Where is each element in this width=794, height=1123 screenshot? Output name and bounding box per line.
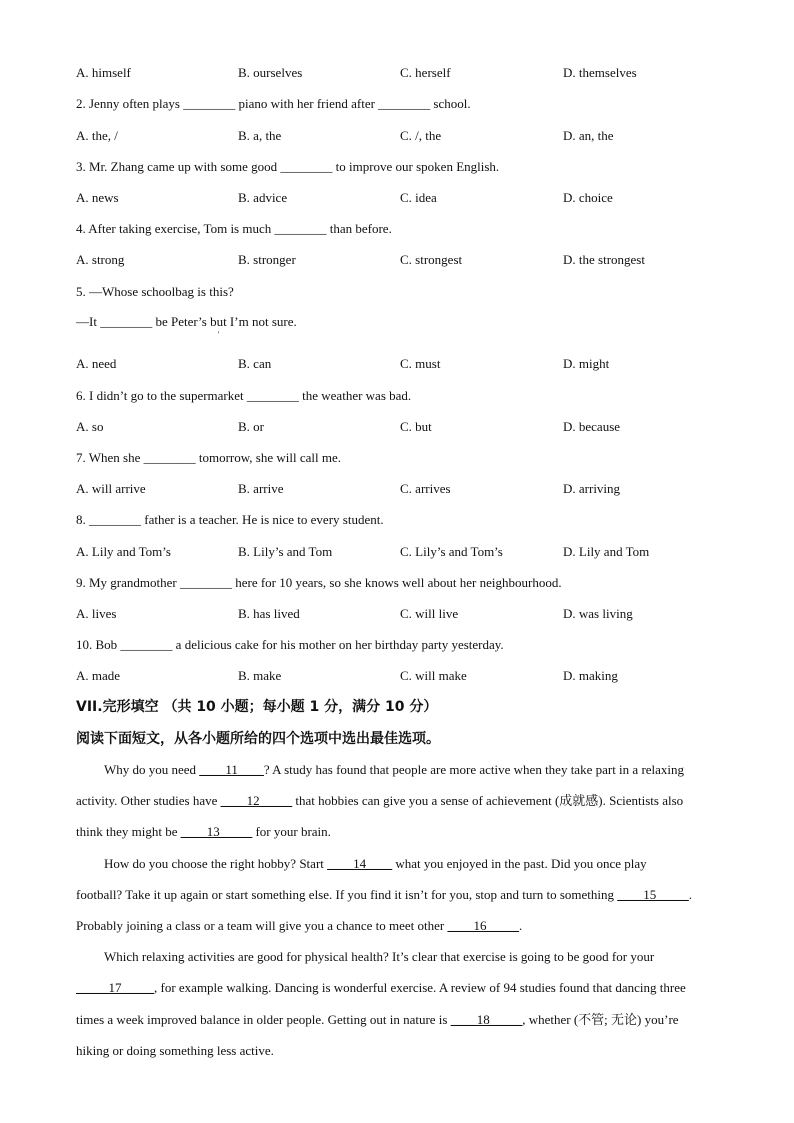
passage-text: ? A study has found that people are more active when they take part in a relaxing	[263, 762, 685, 777]
blank-15[interactable]: ____15_____	[617, 887, 689, 902]
q4-option-a[interactable]: A. strong	[76, 252, 125, 267]
q9-stem: 9. My grandmother ________ here for 10 years, so she knows well about her neighbourhood.	[76, 575, 562, 590]
q8-stem: 8. ________ father is a teacher. He is nice to every student.	[76, 512, 384, 527]
q3-option-b[interactable]: B. advice	[238, 190, 288, 205]
blank-18[interactable]: ____18_____	[450, 1012, 523, 1027]
passage-line	[76, 793, 683, 809]
q3-option-a[interactable]: A. news	[76, 190, 119, 205]
blank-12[interactable]: ____12_____	[220, 793, 293, 808]
passage-text: for your brain.	[252, 824, 331, 839]
q10-option-a[interactable]: A. made	[76, 668, 121, 683]
q10-option-c[interactable]: C. will make	[400, 668, 467, 683]
q7-option-a[interactable]: A. will arrive	[76, 481, 146, 496]
q5-option-c[interactable]: C. must	[400, 356, 441, 371]
blank-13[interactable]: ____13_____	[180, 824, 253, 839]
passage-text: , whether (不管; 无论) you’re	[522, 1012, 679, 1027]
q5-option-b[interactable]: B. can	[238, 356, 272, 371]
q7-stem: 7. When she ________ tomorrow, she will call me.	[76, 450, 342, 465]
passage-line	[76, 980, 686, 996]
blank-14[interactable]: ____14____	[327, 856, 393, 871]
q4-stem: 4. After taking exercise, Tom is much ________ than before.	[76, 221, 392, 236]
blank-17[interactable]: _____17_____	[76, 980, 154, 995]
passage-text: .	[688, 887, 693, 902]
passage-line	[76, 918, 522, 934]
passage-text: that hobbies can give you a sense of achievement (成就感). Scientists also	[292, 793, 684, 808]
q7-option-b[interactable]: B. arrive	[238, 481, 284, 496]
q5-stem: 5. —Whose schoolbag is this?	[76, 284, 234, 299]
q9-option-d[interactable]: D. was living	[563, 606, 633, 621]
passage-text: , for example walking. Dancing is wonderful exercise. A review of 94 studies found that dancing three	[154, 980, 686, 995]
q6-option-b[interactable]: B. or	[238, 419, 264, 434]
passage-text: activity. Other studies have	[76, 793, 221, 808]
q8-option-b[interactable]: B. Lily’s and Tom	[238, 544, 333, 559]
q3-stem: 3. Mr. Zhang came up with some good ________ to improve our spoken English.	[76, 159, 500, 174]
passage-text: How do you choose the right hobby? Start	[104, 856, 328, 871]
passage-text: Why do you need	[104, 762, 200, 777]
passage-text: football? Take it up again or start something else. If you find it isn’t for you, stop and turn to something	[76, 887, 618, 902]
q2-option-a[interactable]: A. the, /	[76, 128, 118, 143]
q9-option-a[interactable]: A. lives	[76, 606, 117, 621]
q1-option-c[interactable]: C. herself	[400, 65, 451, 80]
q8-option-a[interactable]: A. Lily and Tom’s	[76, 544, 171, 559]
q5-stem-reply: —It ________ be Peter’s but I’m not sure.	[76, 314, 297, 329]
passage-text: .	[518, 918, 523, 933]
section-heading: VII.完形填空 （共 10 小题；每小题 1 分，满分 10 分）	[76, 699, 438, 715]
q10-stem: 10. Bob ________ a delicious cake for his mother on her birthday party yesterday.	[76, 637, 504, 652]
passage-line: Which relaxing activities are good for physical health? It’s clear that exercise is going to be good for your	[104, 949, 655, 964]
passage-text: times a week improved balance in older people. Getting out in nature is	[76, 1012, 451, 1027]
passage-line	[76, 824, 331, 840]
q9-option-c[interactable]: C. will live	[400, 606, 459, 621]
q4-option-b[interactable]: B. stronger	[238, 252, 296, 267]
q3-option-d[interactable]: D. choice	[563, 190, 613, 205]
section-instruction: 阅读下面短文，从各小题所给的四个选项中选出最佳选项。	[76, 731, 440, 747]
blank-11[interactable]: ____11____	[199, 762, 264, 777]
q9-option-b[interactable]: B. has lived	[238, 606, 300, 621]
q2-option-d[interactable]: D. an, the	[563, 128, 614, 143]
q3-option-c[interactable]: C. idea	[400, 190, 437, 205]
passage-line	[76, 1012, 679, 1028]
q1-option-b[interactable]: B. ourselves	[238, 65, 303, 80]
q5-option-a[interactable]: A. need	[76, 356, 117, 371]
passage-line	[104, 856, 647, 872]
q6-option-d[interactable]: D. because	[563, 419, 621, 434]
q8-option-d[interactable]: D. Lily and Tom	[563, 544, 650, 559]
q4-option-d[interactable]: D. the strongest	[563, 252, 645, 267]
q1-option-d[interactable]: D. themselves	[563, 65, 637, 80]
q8-option-c[interactable]: C. Lily’s and Tom’s	[400, 544, 503, 559]
stray-mark: '	[218, 330, 220, 339]
q7-option-c[interactable]: C. arrives	[400, 481, 451, 496]
q5-option-d[interactable]: D. might	[563, 356, 610, 371]
q1-option-a[interactable]: A. himself	[76, 65, 131, 80]
passage-line	[104, 762, 684, 778]
q2-option-c[interactable]: C. /, the	[400, 128, 442, 143]
q4-option-c[interactable]: C. strongest	[400, 252, 463, 267]
passage-text: think they might be	[76, 824, 181, 839]
blank-16[interactable]: ____16_____	[447, 918, 519, 933]
q10-option-b[interactable]: B. make	[238, 668, 282, 683]
q6-stem: 6. I didn’t go to the supermarket ________ the weather was bad.	[76, 388, 412, 403]
q2-option-b[interactable]: B. a, the	[238, 128, 282, 143]
q7-option-d[interactable]: D. arriving	[563, 481, 621, 496]
q6-option-c[interactable]: C. but	[400, 419, 432, 434]
passage-line	[76, 887, 692, 903]
passage-line: hiking or doing something less active.	[76, 1043, 274, 1058]
q2-stem: 2. Jenny often plays ________ piano with her friend after ________ school.	[76, 96, 471, 111]
passage-text: Probably joining a class or a team will give you a chance to meet other	[76, 918, 448, 933]
q6-option-a[interactable]: A. so	[76, 419, 104, 434]
q10-option-d[interactable]: D. making	[563, 668, 618, 683]
passage-text: what you enjoyed in the past. Did you once play	[392, 856, 647, 871]
